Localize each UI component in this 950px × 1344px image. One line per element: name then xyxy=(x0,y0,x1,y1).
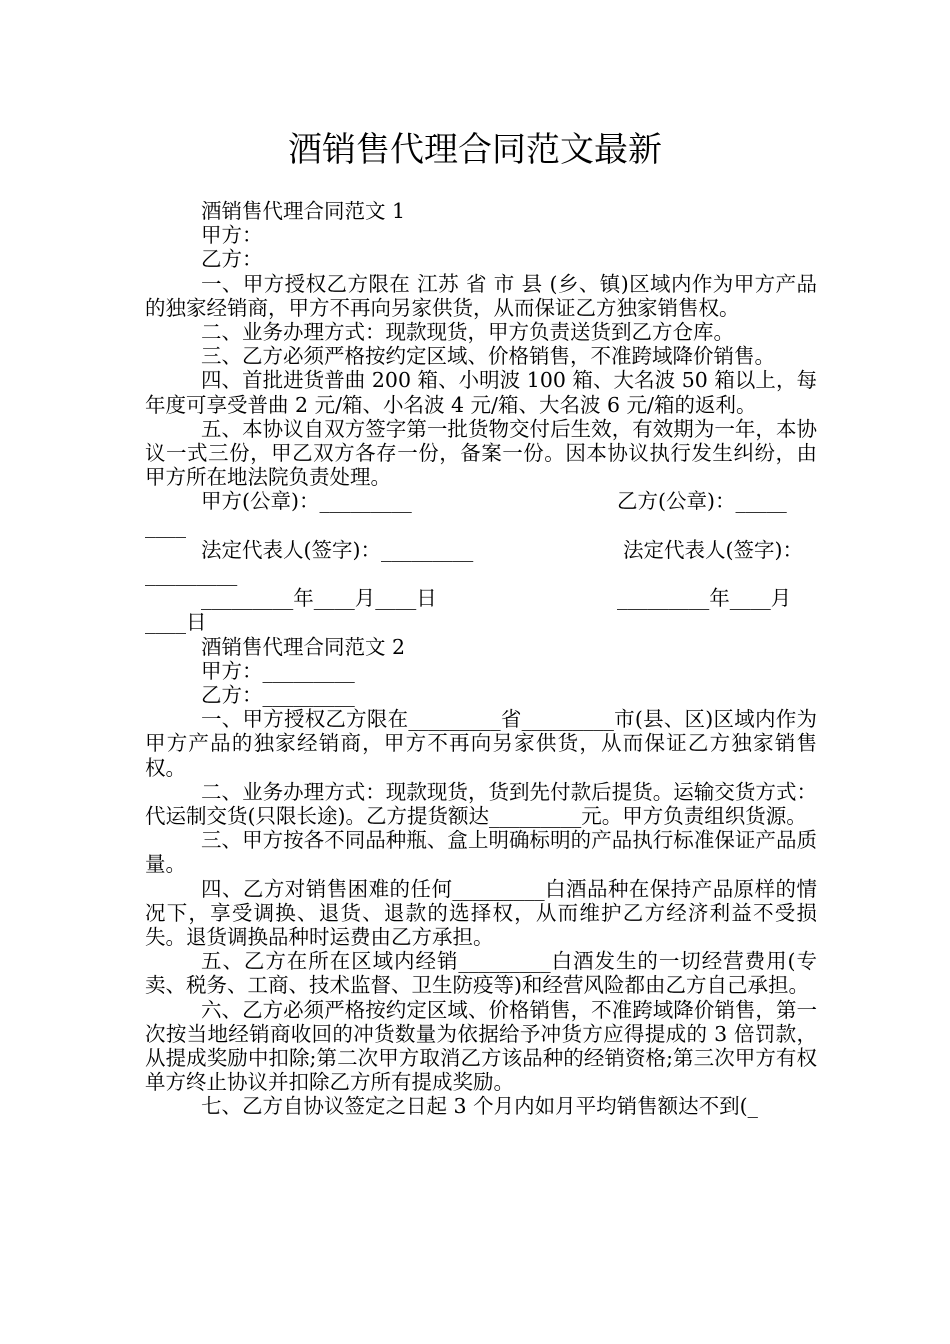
contract2-clause-1: 一、甲方授权乙方限在_________省_________市(县、区)区域内作为甲方产品的独家经销商，甲方不再向另家供货，从而保证乙方独家销售权。 xyxy=(145,707,817,780)
contract2-clause-3: 三、甲方按各不同品种瓶、盒上明确标明的产品执行标准保证产品质量。 xyxy=(145,828,817,877)
contract2-clause-7: 七、乙方自协议签定之日起 3 个月内如月平均销售额达不到(_ xyxy=(201,1094,758,1119)
contract2-clause-5: 五、乙方在所在区域内经销_________白酒发生的一切经营费用(专卖、税务、工商、技术监督、卫生防疫等)和经营风险都由乙方自己承担。 xyxy=(145,949,817,998)
contract1-date-b: _________年____月 xyxy=(617,586,792,611)
document-title: 酒销售代理合同范文最新 xyxy=(288,130,662,170)
contract1-clause-5: 五、本协议自双方签字第一批货物交付后生效，有效期为一年，本协议一式三份，甲乙双方各存一份，备案一份。因本协议执行发生纠纷，由甲方所在地法院负责处理。 xyxy=(145,416,817,490)
contract1-clause-3: 三、乙方必须严格按约定区域、价格销售，不准跨域降价销售。 xyxy=(201,344,775,369)
contract1-representative-line xyxy=(145,538,817,562)
contract1-heading: 酒销售代理合同范文 1 xyxy=(201,199,406,223)
contract1-seal-line xyxy=(145,489,817,513)
contract1-seal-a: 甲方(公章)：_________ xyxy=(201,489,412,514)
contract1-clause-1: 一、甲方授权乙方限在 江苏 省 市 县 (乡、镇)区域内作为甲方产品的独家经销商，甲方不再向另家供货，从而保证乙方独家销售权。 xyxy=(145,271,817,320)
contract2-clause-2: 二、业务办理方式：现款现货，货到先付款后提货。运输交货方式：代运制交货(只限长途)。乙方提货额达_________元。甲方负责组织货源。 xyxy=(145,779,817,828)
contract2-clause-6: 六、乙方必须严格按约定区域、价格销售，不准跨域降价销售，第一次按当地经销商收回的冲货数量为依据给予冲货方应得提成的 3 倍罚款，从提成奖励中扣除;第二次甲方取消乙方该品种的经销资格;第三次甲方有权单方终止协议并扣除乙方所有提成奖励。 xyxy=(145,997,817,1095)
contract1-party-b: 乙方： xyxy=(201,247,263,272)
contract2-party-b: 乙方：_________ xyxy=(201,682,355,707)
contract1-seal-b: 乙方(公章)：_____ xyxy=(617,489,787,514)
contract1-party-a: 甲方： xyxy=(201,223,263,248)
contract1-date-b-continued: ____日 xyxy=(145,610,207,635)
contract1-seal-b-continued: ____ xyxy=(145,513,186,538)
contract1-representative-a: 法定代表人(签字)：_________ xyxy=(201,537,474,562)
contract1-representative-b-continued: _________ xyxy=(145,562,238,586)
contract1-clause-2: 二、业务办理方式：现款现货，甲方负责送货到乙方仓库。 xyxy=(201,320,734,345)
contract1-representative-b: 法定代表人(签字)： xyxy=(623,537,803,562)
contract2-party-a: 甲方：_________ xyxy=(201,658,355,683)
contract1-date-line xyxy=(145,586,817,610)
document-body xyxy=(145,199,817,1119)
contract1-clause-4: 四、首批进货普曲 200 箱、小明波 100 箱、大名波 50 箱以上，每年度可享受普曲 2 元/箱、小名波 4 元/箱、大名波 6 元/箱的返利。 xyxy=(145,368,817,417)
contract2-heading: 酒销售代理合同范文 2 xyxy=(201,634,406,659)
contract2-clause-4: 四、乙方对销售困难的任何_________白酒品种在保持产品原样的情况下，享受调换、退货、退款的选择权，从而维护乙方经济利益不受损失。退货调换品种时运费由乙方承担。 xyxy=(145,876,817,949)
contract1-date-a: _________年____月____日 xyxy=(201,586,437,611)
